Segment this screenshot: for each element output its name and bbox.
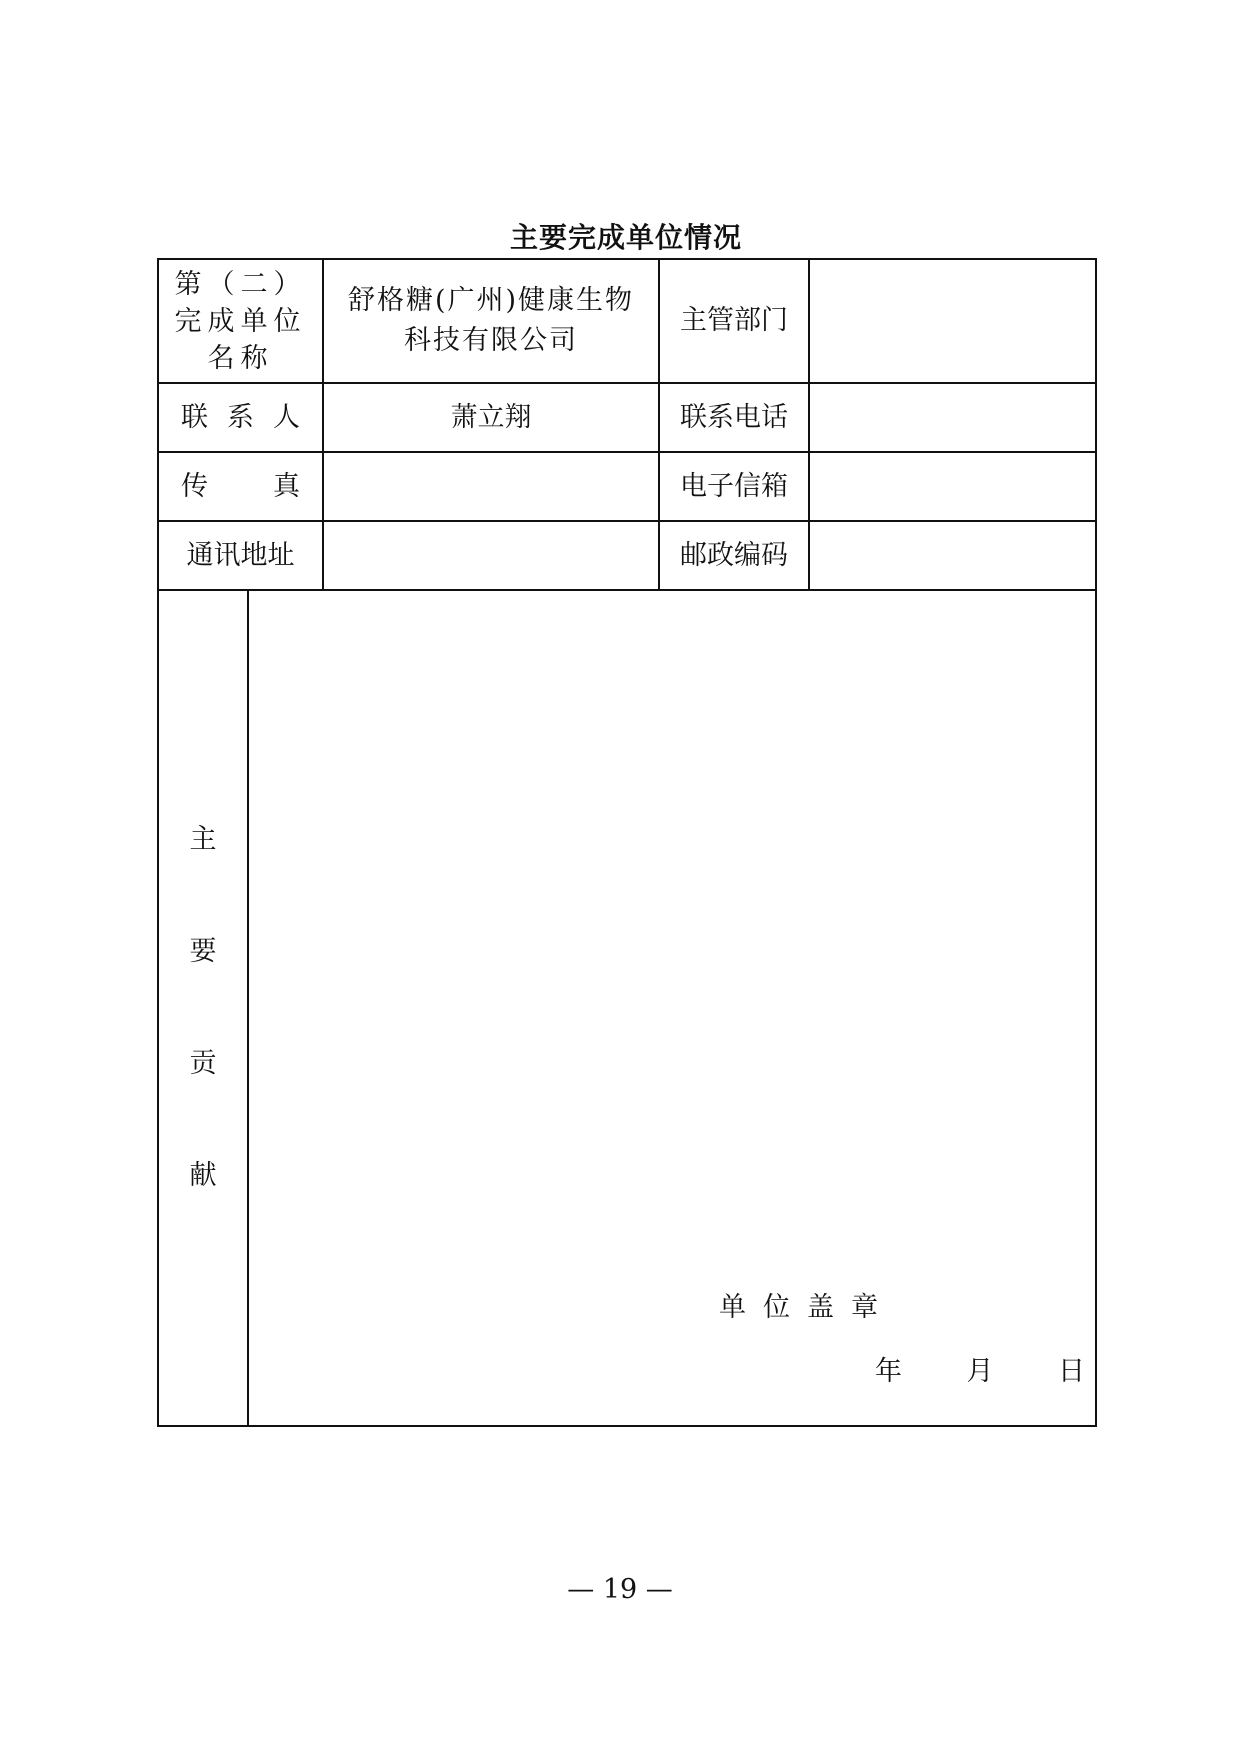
unit-info-table xyxy=(157,258,1097,1427)
fax-row xyxy=(158,452,1096,521)
address-row xyxy=(158,521,1096,590)
fax-label-char: 真 xyxy=(273,470,300,502)
contact-label-cell xyxy=(158,383,323,452)
unit-seal-label: 单位盖章 xyxy=(719,1292,895,1323)
contact-value-cell[interactable] xyxy=(323,383,659,452)
supervisor-value-cell[interactable] xyxy=(809,259,1096,383)
date-day: 日 xyxy=(1058,1356,1085,1387)
contact-label-char: 系 xyxy=(227,401,254,433)
address-value-cell[interactable] xyxy=(323,521,659,590)
supervisor-label-cell xyxy=(659,259,809,383)
form-title: 主要完成单位情况 xyxy=(509,221,742,254)
contact-row xyxy=(158,383,1096,452)
seal-date xyxy=(875,1353,1085,1391)
email-label-cell xyxy=(659,452,809,521)
contribution-label-char: 献 xyxy=(189,1160,217,1191)
page-number: — 19 — xyxy=(567,1574,673,1605)
fax-label-cell xyxy=(158,452,323,521)
fax-label-char: 传 xyxy=(181,470,208,502)
unit-name-label: 第（二）完成单位名称 xyxy=(174,268,307,374)
contribution-label-cell xyxy=(158,590,248,1426)
phone-label: 联系电话 xyxy=(680,401,788,433)
supervisor-label: 主管部门 xyxy=(680,305,788,336)
contribution-row xyxy=(158,590,1096,1426)
contribution-content-cell[interactable] xyxy=(248,590,1096,1426)
email-value-cell[interactable] xyxy=(809,452,1096,521)
date-month: 月 xyxy=(966,1356,994,1387)
fax-label xyxy=(159,468,322,506)
unit-name-value: 舒格糖(广州)健康生物科技有限公司 xyxy=(347,285,635,356)
contribution-label xyxy=(159,821,247,1269)
contact-label-char: 人 xyxy=(273,401,300,433)
date-year: 年 xyxy=(875,1356,902,1387)
postcode-label: 邮政编码 xyxy=(680,539,788,571)
postcode-label-cell xyxy=(659,521,809,590)
unit-name-value-cell[interactable] xyxy=(323,259,659,383)
postcode-value-cell[interactable] xyxy=(809,521,1096,590)
email-label: 电子信箱 xyxy=(680,470,788,502)
unit-name-row xyxy=(158,259,1096,383)
fax-value-cell[interactable] xyxy=(323,452,659,521)
contribution-label-char: 要 xyxy=(189,936,217,967)
address-label-cell xyxy=(158,521,323,590)
unit-name-label-cell xyxy=(158,259,323,383)
contribution-label-char: 贡 xyxy=(189,1048,217,1079)
phone-label-cell xyxy=(659,383,809,452)
contact-label xyxy=(159,399,322,437)
address-label: 通讯地址 xyxy=(186,539,295,571)
contribution-label-char: 主 xyxy=(189,824,217,855)
phone-value-cell[interactable] xyxy=(809,383,1096,452)
contact-label-char: 联 xyxy=(181,401,208,433)
contact-value: 萧立翔 xyxy=(450,401,532,433)
